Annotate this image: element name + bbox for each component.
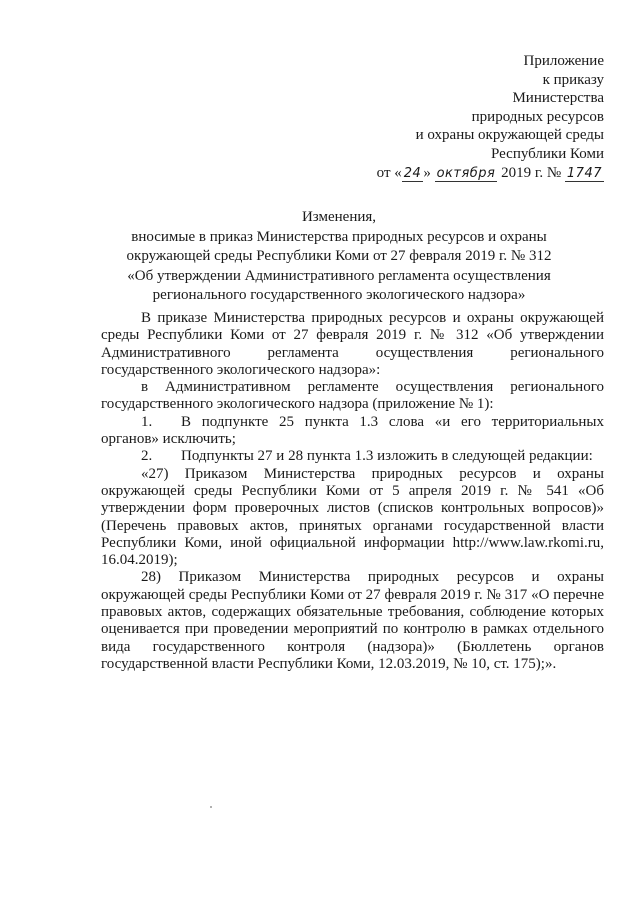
date-day-handwritten: 24 (403, 165, 422, 181)
date-year: 2019 г. № (497, 164, 565, 181)
appendix-date-line (377, 164, 604, 183)
appendix-line-3: Министерства (512, 90, 604, 107)
item-2-text: Подпункты 27 и 28 пункта 1.3 изложить в следующей редакции: (181, 448, 593, 465)
body-paragraph-subitem-28: 28) Приказом Министерства природных ресурсов и охраны окружающей среды Республики Коми от 27 февраля 2019 г. № 317 «О перечне правовых актов, содержащих обязательные требования, соблюдение которых оценивается при проведении мероприятий по контролю в рамках отдельного вида государственного контроля (надзора)» (Бюллетень органов государственной власти Республики Коми, 12.03.2019, № 10, ст. 175);». (101, 569, 604, 672)
date-prefix: от « (376, 164, 402, 181)
body-paragraph-subitem-27: «27) Приказом Министерства природных ресурсов и охраны окружающей среды Республики Коми от 5 апреля 2019 г. № 541 «Об утверждении форм проверочных листов (списков контрольных вопросов)» (Перечень правовых актов, принятых органами государственной власти Республики Коми, иной официальной информации http://www.law.rkomi.ru, 16.04.2019); (101, 465, 604, 569)
document-title (100, 208, 578, 306)
order-number-handwritten: 1747 (566, 165, 602, 181)
title-line-4: «Об утверждении Административного регламента осуществления (127, 267, 551, 284)
body-item-1 (101, 414, 604, 449)
appendix-line-5: и охраны окружающей среды (415, 127, 604, 144)
document-body (101, 310, 604, 673)
appendix-line-4: природных ресурсов (471, 108, 604, 125)
title-line-1: Изменения, (301, 209, 377, 225)
title-line-3: окружающей среды Республики Коми от 27 февраля 2019 г. № 312 (126, 248, 552, 264)
item-1-text: В подпункте 25 пункта 1.3 слова «и его территориальных органов» исключить; (101, 413, 604, 448)
body-item-2 (101, 448, 604, 465)
body-paragraph-intro: В приказе Министерства природных ресурсов и охраны окружающей среды Республики Коми от 27 февраля 2019 г. № 312 «Об утверждении Административного регламента осуществления регионального государственного экологического надзора»: (101, 310, 604, 378)
title-line-2: вносимые в приказ Министерства природных ресурсов и охраны (131, 228, 547, 245)
appendix-line-2: к приказу (542, 71, 604, 88)
body-paragraph-regulation: в Административном регламенте осуществления регионального государственного экологического надзора (приложение № 1): (101, 379, 604, 413)
date-mid: » (423, 164, 435, 181)
appendix-line-6: Республики Коми (491, 145, 604, 162)
appendix-line-1: Приложение (523, 53, 604, 69)
appendix-header (377, 52, 604, 182)
title-line-5: регионального государственного экологического надзора» (152, 287, 526, 303)
date-month-handwritten: октября (436, 165, 496, 181)
item-2-number: 2. (141, 448, 153, 465)
item-1-number: 1. (141, 413, 153, 430)
scan-speck (210, 806, 212, 808)
